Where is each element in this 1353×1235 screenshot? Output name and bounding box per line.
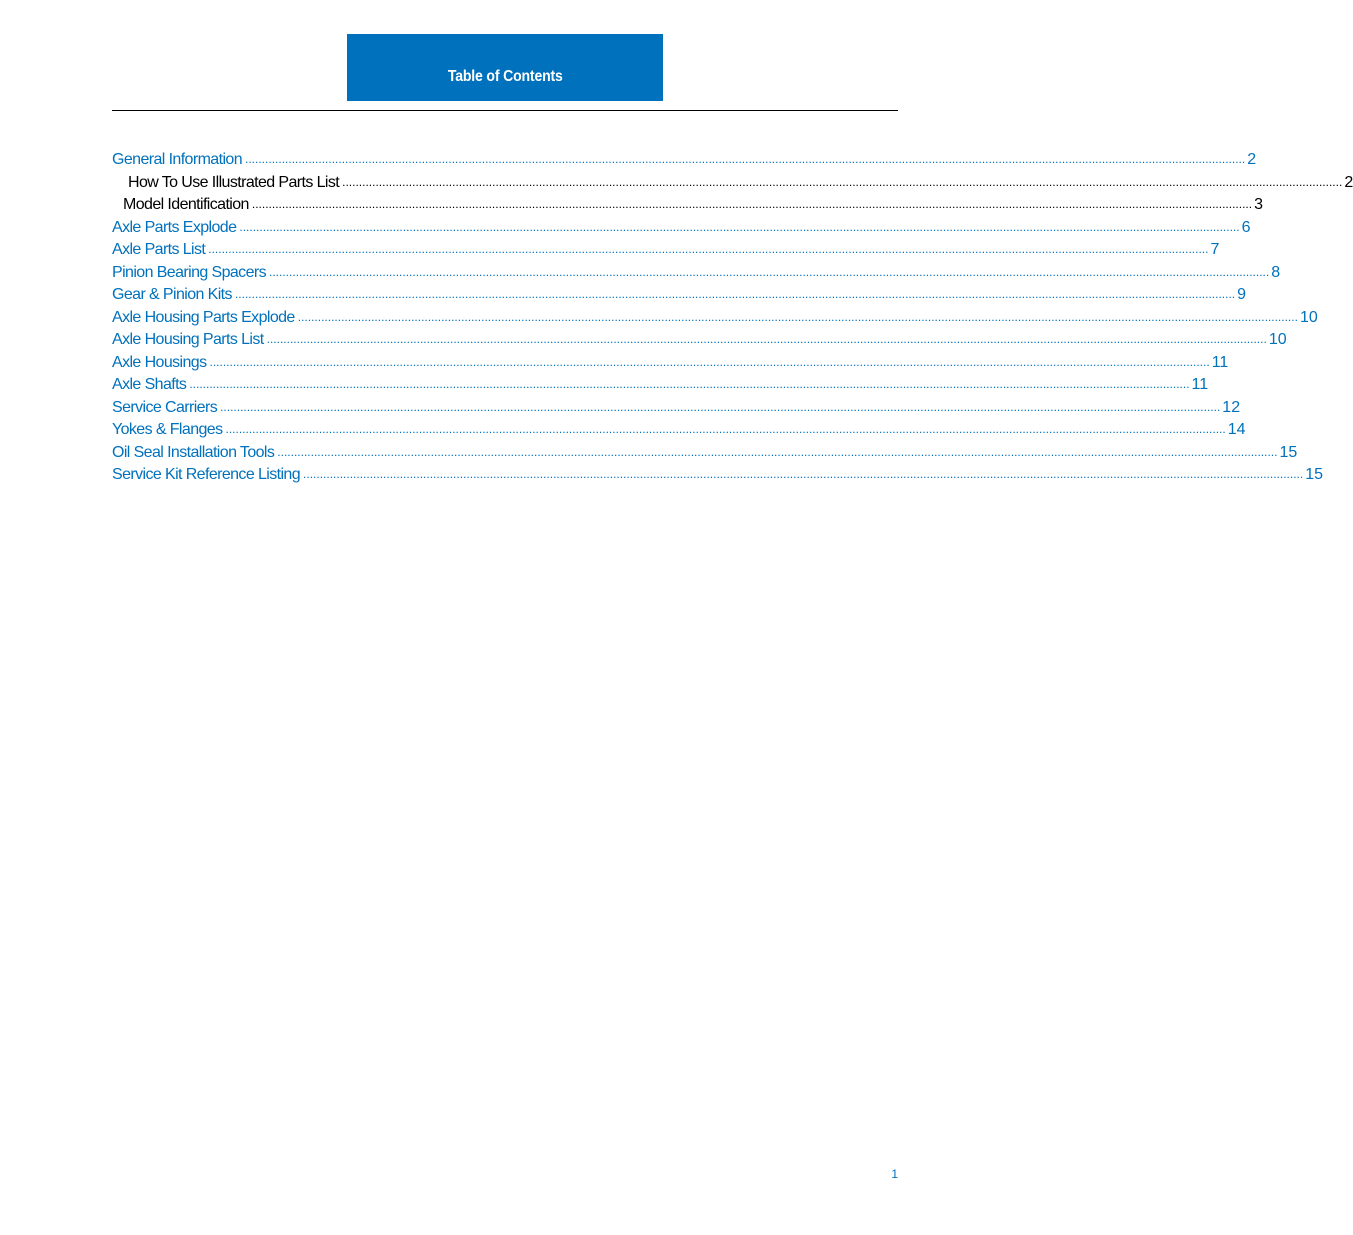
header-divider [112, 110, 898, 111]
footer-page-number: 1 [891, 1167, 898, 1181]
toc-entry-page[interactable]: 6 [1241, 218, 1251, 236]
toc-entry-label[interactable]: Oil Seal Installation Tools [112, 443, 275, 461]
toc-leader-dots: ............................................................................................................................................................................................................................................................................................................ [234, 287, 1236, 301]
toc-entry-page[interactable]: 8 [1271, 263, 1281, 281]
toc-leader-dots: ............................................................................................................................................................................................................................................................................................................ [220, 399, 1221, 414]
toc-leader-dots: ............................................................................................................................................................................................................................................................................................................ [303, 467, 1304, 481]
toc-entry[interactable] [112, 172, 1353, 195]
toc-entry[interactable] [112, 239, 1220, 262]
toc-entry[interactable] [112, 374, 1209, 397]
toc-entry-page[interactable]: 3 [1254, 196, 1263, 213]
toc-entry-label[interactable]: Axle Shafts [112, 376, 187, 393]
page-title: Table of Contents [447, 67, 563, 85]
toc-entry-page[interactable]: 15 [1305, 466, 1324, 483]
toc-entry-label[interactable]: Yokes & Flanges [112, 421, 223, 438]
toc-entry-page[interactable]: 15 [1279, 443, 1298, 461]
toc-entry-page[interactable]: 7 [1210, 241, 1220, 258]
toc-leader-dots: ............................................................................................................................................................................................................................................................................................................ [342, 174, 1343, 189]
toc-leader-dots: ............................................................................................................................................................................................................................................................................................................ [225, 422, 1226, 436]
toc-entry-label[interactable]: Pinion Bearing Spacers [112, 263, 267, 281]
toc-entry-label[interactable]: General Information [112, 151, 243, 168]
toc-entry-label[interactable]: Axle Parts Explode [112, 218, 237, 236]
toc-entry-label[interactable]: Axle Housings [112, 353, 207, 371]
header-banner [347, 34, 663, 101]
toc-entry[interactable] [112, 442, 1298, 465]
toc-leader-dots: ............................................................................................................................................................................................................................................................................................................ [209, 354, 1210, 369]
toc-entry-page[interactable]: 14 [1227, 421, 1246, 438]
toc-entry-page[interactable]: 2 [1344, 173, 1353, 191]
toc-leader-dots: ............................................................................................................................................................................................................................................................................................................ [297, 309, 1298, 324]
toc-entry-page[interactable]: 10 [1268, 331, 1287, 348]
toc-leader-dots: ............................................................................................................................................................................................................................................................................................................ [208, 242, 1209, 256]
toc-leader-dots: ............................................................................................................................................................................................................................................................................................................ [269, 264, 1270, 279]
toc-entry[interactable] [112, 397, 1241, 420]
toc-leader-dots: ............................................................................................................................................................................................................................................................................................................ [277, 444, 1278, 459]
toc-leader-dots: ............................................................................................................................................................................................................................................................................................................ [266, 332, 1267, 346]
toc-entry-label[interactable]: Axle Housing Parts List [112, 331, 264, 348]
toc-entry-label[interactable]: Axle Parts List [112, 241, 206, 258]
toc-entry[interactable] [112, 194, 1263, 217]
toc-entry[interactable] [112, 352, 1229, 375]
table-of-contents [112, 149, 1353, 487]
toc-entry-label[interactable]: Model Identification [123, 196, 249, 213]
toc-entry-page[interactable]: 10 [1299, 308, 1318, 326]
toc-entry[interactable] [112, 329, 1287, 352]
toc-entry-page[interactable]: 9 [1237, 286, 1247, 303]
toc-entry[interactable] [112, 307, 1318, 330]
toc-entry[interactable] [112, 284, 1247, 307]
toc-entry-page[interactable]: 2 [1247, 151, 1257, 168]
toc-leader-dots: ............................................................................................................................................................................................................................................................................................................ [245, 152, 1246, 166]
toc-leader-dots: ............................................................................................................................................................................................................................................................................................................ [189, 377, 1190, 391]
toc-entry[interactable] [112, 419, 1246, 442]
toc-entry[interactable] [112, 262, 1281, 285]
toc-entry-label[interactable]: Service Carriers [112, 398, 218, 416]
toc-entry-label[interactable]: Service Kit Reference Listing [112, 466, 301, 483]
toc-entry-label[interactable]: Axle Housing Parts Explode [112, 308, 295, 326]
toc-entry-page[interactable]: 12 [1222, 398, 1241, 416]
toc-entry-page[interactable]: 11 [1211, 353, 1229, 371]
toc-leader-dots: ............................................................................................................................................................................................................................................................................................................ [251, 197, 1253, 211]
toc-entry[interactable] [112, 149, 1257, 172]
toc-entry-label[interactable]: Gear & Pinion Kits [112, 286, 232, 303]
toc-entry-page[interactable]: 11 [1191, 376, 1209, 393]
toc-entry-label[interactable]: How To Use Illustrated Parts List [128, 173, 340, 191]
toc-leader-dots: ............................................................................................................................................................................................................................................................................................................ [239, 219, 1240, 234]
toc-entry[interactable] [112, 217, 1251, 240]
toc-entry[interactable] [112, 464, 1324, 487]
